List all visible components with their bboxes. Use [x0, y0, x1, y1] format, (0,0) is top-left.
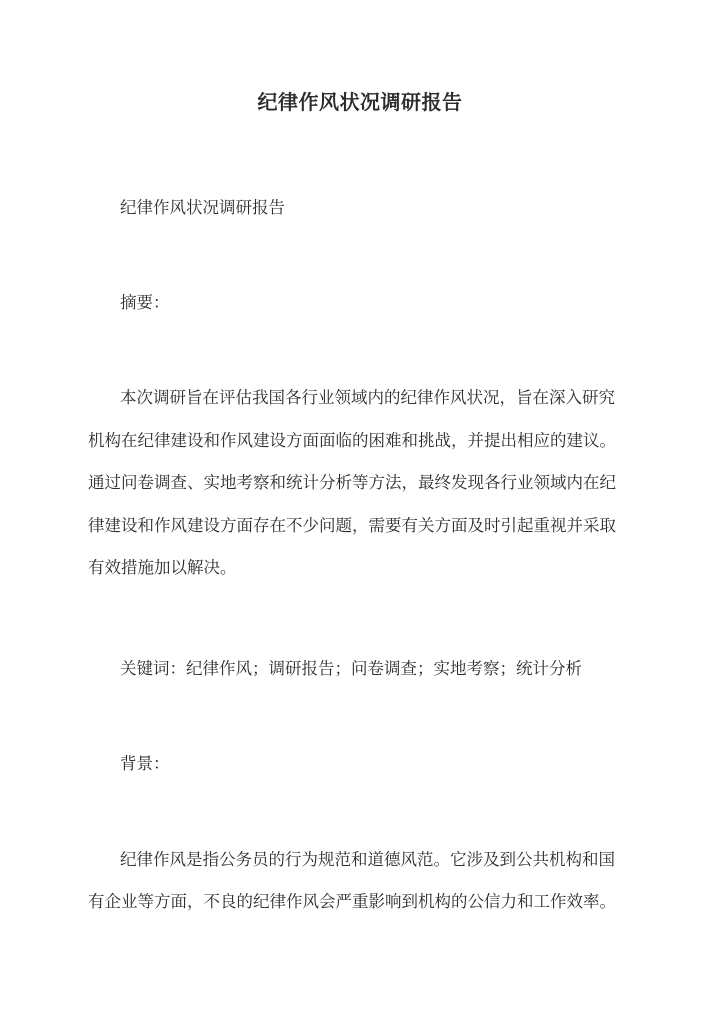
abstract-heading: 摘要：	[120, 293, 170, 312]
abstract-line-3: 通过问卷调查、实地考察和统计分析等方法，最终发现各行业领域内在纪	[88, 473, 616, 492]
background-line-1: 纪律作风是指公务员的行为规范和道德风范。它涉及到公共机构和国	[120, 850, 615, 869]
abstract-line-2: 机构在纪律建设和作风建设方面面临的困难和挑战，并提出相应的建议。	[88, 431, 616, 450]
keywords: 关键词：纪律作风；调研报告；问卷调查；实地考察；统计分析	[120, 659, 582, 678]
background-line-2: 有企业等方面，不良的纪律作风会严重影响到机构的公信力和工作效率。	[88, 892, 616, 911]
abstract-line-1: 本次调研旨在评估我国各行业领域内的纪律作风状况，旨在深入研究	[120, 388, 615, 407]
abstract-line-5: 有效措施加以解决。	[88, 558, 237, 577]
document-subtitle: 纪律作风状况调研报告	[120, 198, 285, 217]
abstract-line-4: 律建设和作风建设方面存在不少问题，需要有关方面及时引起重视并采取	[88, 516, 616, 535]
background-heading: 背景：	[120, 754, 170, 773]
document-title: 纪律作风状况调研报告	[257, 90, 463, 114]
